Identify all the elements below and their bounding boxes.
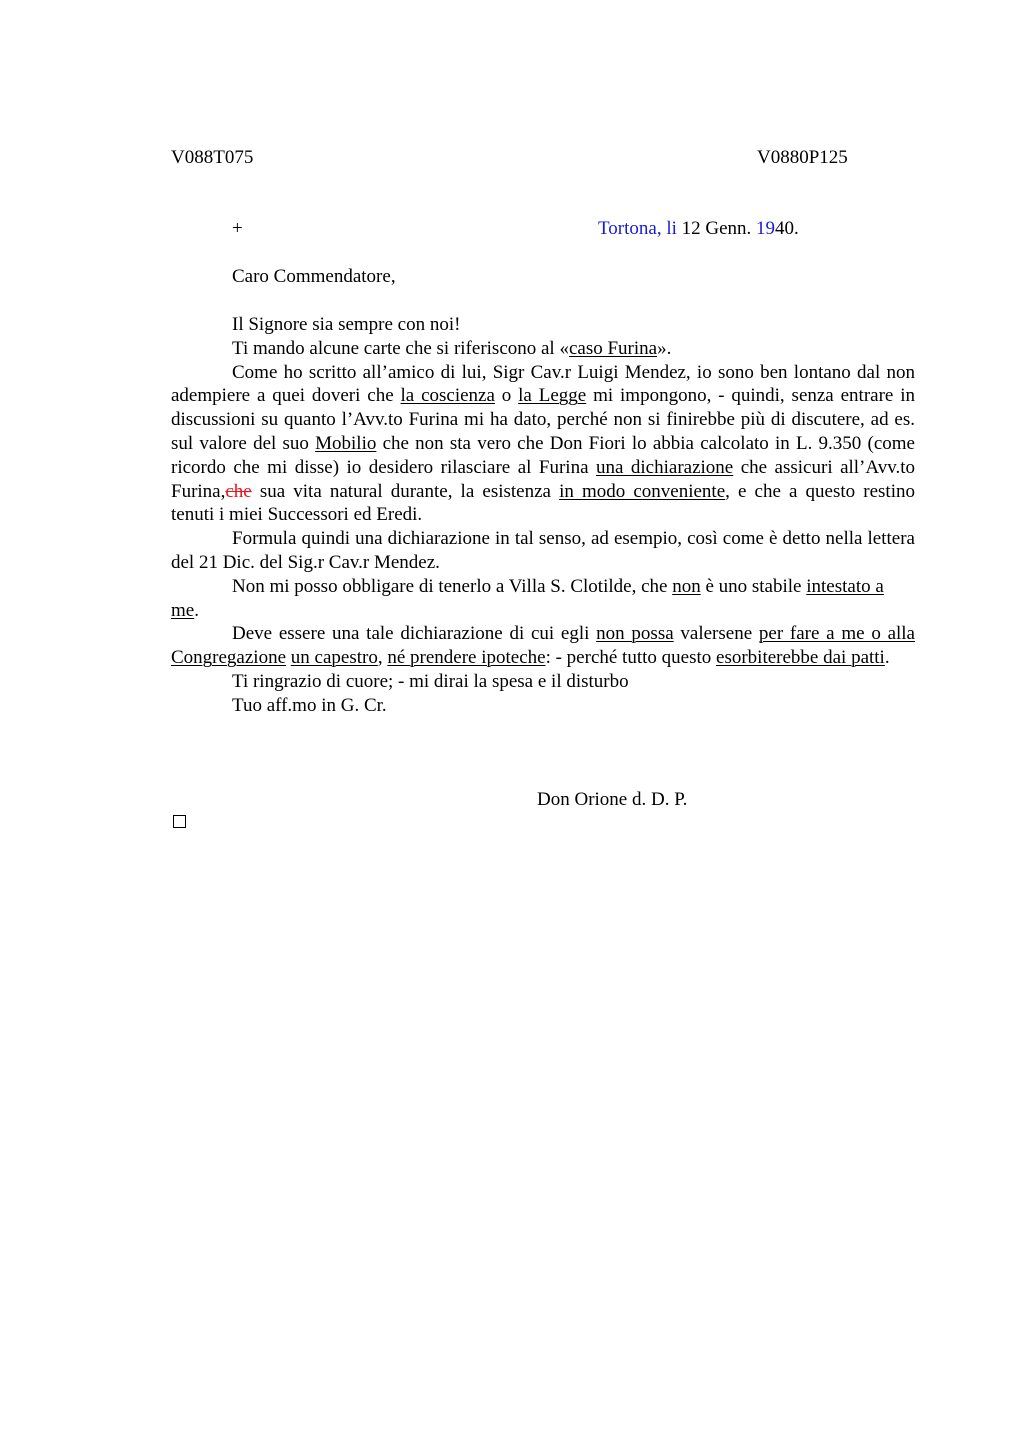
struck-word: che [225,480,252,502]
underlined-phrase: un capestro [290,647,378,669]
cross-mark: + [232,218,243,239]
underlined-phrase: per fare a me o alla Congregazione [171,623,915,669]
paragraph-formula: Formula quindi una dichiarazione in tal senso, ad esempio, così come è detto nella lettera del 21 Dic. del Sig.r Cav.r Mendez. [171,528,915,573]
underlined-phrase: non [672,575,701,597]
letter-body [171,313,915,718]
document-code-left: V088T075 [171,147,254,168]
dateline [598,217,799,241]
underlined-phrase: Mobilio [315,432,377,454]
paragraph-closing: Tuo aff.mo in G. Cr. [232,694,387,716]
underlined-phrase: esorbiterebbe dai patti [716,647,885,669]
dateline-place: Tortona, li [598,218,677,239]
paragraph-mendez: Come ho scritto all’amico di lui, Sigr Cav.r Luigi Mendez, io sono ben lontano dal non adempiere a quei doveri che la coscienza o la Legge mi impongono, - quindi, senza entrare in discussioni su quanto l’Avv.to Furina mi ha dato, perché non si finirebbe più di discutere, ad es. sul valore del suo Mobilio che non sta vero che Don Fiori lo abbia calcolato in L. 9.350 (come ricordo che mi disse) io desidero rilasciare al Furina una dichiarazione che assicuri all’Avv.to Furina,che sua vita natural durante, la esistenza in modo conveniente, e che a questo restino tenuti i miei Successori ed Eredi. [171,361,915,526]
underlined-phrase: non possa [596,623,674,645]
dateline-year-blue: 19 [756,218,776,239]
paragraph-greeting: Il Signore sia sempre con noi! [232,314,461,335]
underlined-phrase: in modo conveniente [559,480,726,502]
underlined-phrase: la coscienza [400,385,495,407]
underlined-phrase: la Legge [518,385,587,407]
checkbox-icon [173,815,186,828]
underlined-phrase: caso Furina [568,337,658,359]
paragraph-villa: Non mi posso obbligare di tenerlo a Villa S. Clotilde, che non è uno stabile intestato a me. [171,575,884,621]
signature: Don Orione d. D. P. [537,789,688,810]
salutation: Caro Commendatore, [232,266,396,287]
dateline-day-month: 12 Genn. [676,218,757,239]
paragraph-papers: Ti mando alcune carte che si riferiscono al «caso Furina». [232,337,672,359]
paragraph-declaration: Deve essere una tale dichiarazione di cui egli non possa valersene per fare a me o alla Congregazione un capestro, né prendere ipoteche: - perché tutto questo esorbiterebbe dai patti. [171,623,915,669]
dateline-year-rest: 40. [775,218,799,239]
underlined-phrase: una dichiarazione [595,456,734,478]
paragraph-thanks: Ti ringrazio di cuore; - mi dirai la spesa e il disturbo [232,670,629,692]
underlined-phrase: né prendere ipoteche [387,647,546,669]
underlined-phrase: intestato a me [171,575,884,621]
document-code-right: V0880P125 [757,147,848,168]
